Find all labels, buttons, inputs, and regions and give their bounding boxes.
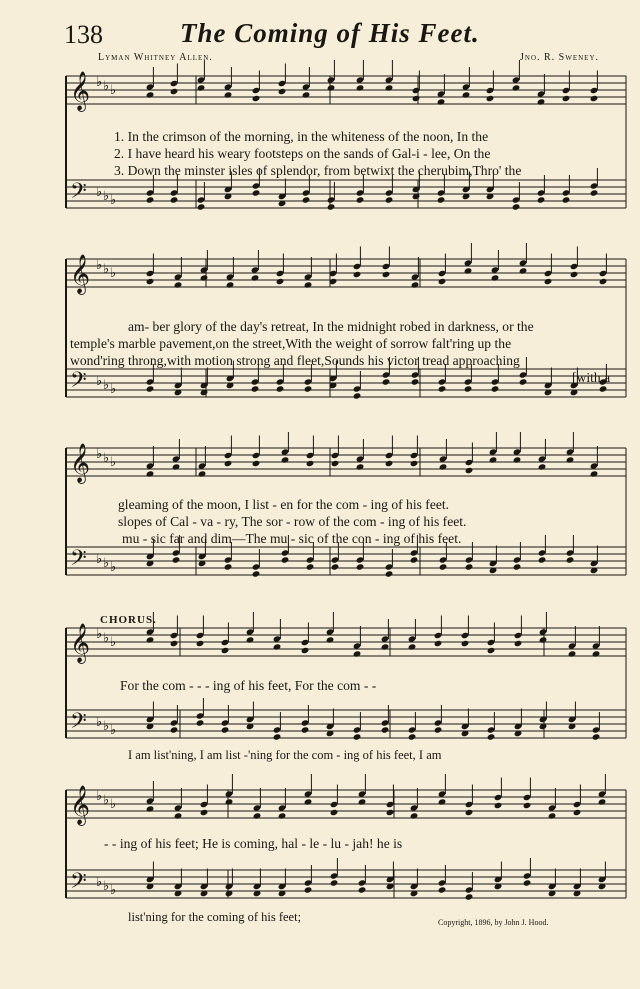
flat-icon: ♭	[110, 265, 117, 280]
notehead	[411, 378, 420, 385]
notehead	[491, 385, 500, 392]
notehead	[544, 278, 553, 285]
notehead	[172, 463, 181, 470]
notehead	[381, 643, 390, 650]
notehead	[253, 812, 262, 819]
notehead	[224, 91, 233, 98]
notehead	[281, 556, 290, 563]
notehead	[170, 726, 179, 733]
flat-icon: ♭	[110, 82, 117, 97]
notehead	[519, 378, 528, 385]
notehead	[592, 650, 601, 657]
system3-verse-3: mu - sic far and dim—The mu - sic of the con - ing of his feet.	[122, 531, 462, 546]
notehead	[491, 274, 500, 281]
notehead	[519, 267, 528, 274]
notehead	[200, 274, 209, 281]
notehead	[356, 463, 365, 470]
notehead	[197, 84, 206, 91]
notehead	[410, 812, 419, 819]
flat-icon: ♭	[103, 718, 110, 733]
notehead	[437, 196, 446, 203]
notehead	[438, 886, 447, 893]
notehead	[462, 91, 471, 98]
notehead	[437, 98, 446, 105]
notehead	[486, 95, 495, 102]
flat-icon: ♭	[96, 714, 103, 729]
notehead	[327, 84, 336, 91]
notehead	[304, 798, 313, 805]
notehead	[302, 91, 311, 98]
notehead	[465, 563, 474, 570]
system5-treble-lyric: - - ing of his feet; He is coming, hal - le - lu - jah! he is	[104, 836, 403, 851]
notehead	[523, 802, 532, 809]
notehead	[353, 271, 362, 278]
notehead	[304, 886, 313, 893]
notehead	[197, 203, 206, 210]
notehead	[306, 460, 315, 467]
flat-icon: ♭	[110, 796, 117, 811]
notehead	[410, 460, 419, 467]
notehead	[252, 570, 261, 577]
hymn-title: The Coming of His Feet.	[180, 18, 480, 48]
flat-icon: ♭	[103, 555, 110, 570]
flat-icon: ♭	[110, 454, 117, 469]
system1-verse-1: 1. In the crimson of the morning, in the whiteness of the noon, In the	[114, 129, 489, 144]
notehead	[412, 95, 421, 102]
notehead	[513, 456, 522, 463]
flat-icon: ♭	[110, 634, 117, 649]
flat-icon: ♭	[103, 450, 110, 465]
notehead	[276, 278, 285, 285]
notehead	[330, 879, 339, 886]
notehead	[386, 809, 395, 816]
notehead	[226, 281, 235, 288]
notehead	[487, 733, 496, 740]
notehead	[562, 196, 571, 203]
notehead	[434, 726, 443, 733]
notehead	[198, 470, 207, 477]
notehead	[598, 798, 607, 805]
bass-clef-icon: 𝄢	[70, 179, 87, 208]
notehead	[590, 470, 599, 477]
notehead	[385, 84, 394, 91]
flat-icon: ♭	[103, 261, 110, 276]
notehead	[301, 647, 310, 654]
notehead	[568, 650, 577, 657]
notehead	[306, 563, 315, 570]
flat-icon: ♭	[96, 74, 103, 89]
notehead	[599, 385, 608, 392]
notehead	[537, 196, 546, 203]
system2-verse-1: am- ber glory of the day's retreat, In the midnight robed in darkness, or the	[128, 319, 534, 334]
notehead	[487, 647, 496, 654]
notehead	[438, 798, 447, 805]
notehead	[434, 640, 443, 647]
notehead	[356, 84, 365, 91]
notehead	[276, 385, 285, 392]
notehead	[146, 91, 155, 98]
treble-clef-icon: 𝄞	[70, 445, 91, 482]
notehead	[225, 798, 234, 805]
page-number: 138	[64, 20, 103, 49]
notehead	[513, 563, 522, 570]
notehead	[252, 189, 261, 196]
notehead	[174, 281, 183, 288]
flat-icon: ♭	[103, 878, 110, 893]
notehead	[385, 570, 394, 577]
flat-icon: ♭	[103, 377, 110, 392]
bass-clef-icon: 𝄢	[70, 869, 87, 898]
notehead	[438, 278, 447, 285]
system5-bass-lyric: list'ning for the coming of his feet;	[128, 910, 302, 924]
chorus-bass-lyric: I am list'ning, I am list -'ning for the com - ing of his feet, I am	[128, 748, 442, 762]
notehead	[385, 196, 394, 203]
bass-clef-icon: 𝄢	[70, 709, 87, 738]
flat-icon: ♭	[110, 559, 117, 574]
notehead	[461, 640, 470, 647]
notehead	[539, 636, 548, 643]
notehead	[439, 463, 448, 470]
notehead	[590, 189, 599, 196]
notehead	[438, 385, 447, 392]
notehead	[172, 556, 181, 563]
system2-verse-2: temple's marble pavement,on the street,With the weight of sorrow falt'ring up the	[70, 336, 512, 351]
notehead	[251, 274, 260, 281]
treble-clef-icon: 𝄞	[70, 73, 91, 110]
notehead	[385, 460, 394, 467]
notehead	[200, 809, 209, 816]
flat-icon: ♭	[96, 626, 103, 641]
notehead	[410, 556, 419, 563]
system1-verse-3: 3. Down the minster isles of splendor, from betwixt the cherubim,Thro' the	[114, 163, 522, 178]
notehead	[548, 812, 557, 819]
notehead	[353, 650, 362, 657]
notehead	[353, 392, 362, 399]
notehead	[592, 733, 601, 740]
flat-icon: ♭	[103, 792, 110, 807]
notehead	[301, 726, 310, 733]
notehead	[326, 636, 335, 643]
flat-icon: ♭	[96, 373, 103, 388]
notehead	[331, 460, 340, 467]
flat-icon: ♭	[103, 630, 110, 645]
notehead	[566, 556, 575, 563]
treble-clef-icon: 𝄞	[70, 256, 91, 293]
notehead	[408, 643, 417, 650]
notehead	[170, 88, 179, 95]
notehead	[246, 636, 255, 643]
flat-icon: ♭	[96, 551, 103, 566]
notehead	[538, 556, 547, 563]
flat-icon: ♭	[96, 257, 103, 272]
notehead	[146, 196, 155, 203]
notehead	[330, 809, 339, 816]
notehead	[327, 203, 336, 210]
notehead	[170, 640, 179, 647]
notehead	[465, 893, 474, 900]
system3-verse-1: gleaming of the moon, I list - en for the com - ing of his feet.	[118, 497, 450, 512]
treble-clef-icon: 𝄞	[70, 625, 91, 662]
flat-icon: ♭	[110, 882, 117, 897]
notehead	[281, 456, 290, 463]
notehead	[304, 281, 313, 288]
notehead	[278, 88, 287, 95]
notehead	[146, 385, 155, 392]
notehead	[273, 643, 282, 650]
notehead	[196, 719, 205, 726]
notehead	[382, 271, 391, 278]
notehead	[358, 798, 367, 805]
notehead	[221, 726, 230, 733]
notehead	[464, 385, 473, 392]
notehead	[273, 733, 282, 740]
flat-icon: ♭	[103, 78, 110, 93]
flat-icon: ♭	[96, 788, 103, 803]
notehead	[304, 385, 313, 392]
notehead	[331, 563, 340, 570]
notehead	[464, 267, 473, 274]
treble-clef-icon: 𝄞	[70, 787, 91, 824]
flat-icon: ♭	[110, 381, 117, 396]
notehead	[251, 385, 260, 392]
notehead	[514, 640, 523, 647]
flat-icon: ♭	[96, 184, 103, 199]
notehead	[562, 95, 571, 102]
notehead	[465, 467, 474, 474]
notehead	[494, 802, 503, 809]
notehead	[146, 805, 155, 812]
notehead	[538, 463, 547, 470]
notehead	[512, 84, 521, 91]
notehead	[302, 196, 311, 203]
notehead	[411, 281, 420, 288]
system1-verse-2: 2. I have heard his weary footsteps on the sands of Gal-i - lee, On the	[114, 146, 491, 161]
notehead	[146, 278, 155, 285]
notehead	[146, 636, 155, 643]
system2-carry-over: [with a	[572, 370, 611, 385]
notehead	[523, 879, 532, 886]
notehead	[590, 95, 599, 102]
notehead	[537, 98, 546, 105]
chorus-label: CHORUS.	[100, 614, 157, 626]
system2-verse-3: wond'ring throng,with motion strong and fleet,Sounds his victor tread approaching	[70, 353, 520, 368]
notehead	[599, 278, 608, 285]
bass-clef-icon: 𝄢	[70, 546, 87, 575]
chorus-treble-lyric: For the com - - - ing of his feet, For the com - -	[120, 678, 377, 693]
notehead	[356, 196, 365, 203]
notehead	[174, 812, 183, 819]
flat-icon: ♭	[96, 874, 103, 889]
notehead	[381, 726, 390, 733]
notehead	[408, 733, 417, 740]
notehead	[170, 196, 179, 203]
notehead	[196, 640, 205, 647]
composer-credit: Jno. R. Sweney.	[520, 52, 600, 63]
notehead	[252, 95, 261, 102]
notehead	[566, 456, 575, 463]
notehead	[358, 886, 367, 893]
notehead	[570, 271, 579, 278]
lyricist-credit: Lyman Whitney Allen.	[98, 52, 213, 63]
copyright-notice: Copyright, 1896, by John J. Hood.	[438, 918, 549, 927]
flat-icon: ♭	[110, 192, 117, 207]
bass-clef-icon: 𝄢	[70, 368, 87, 397]
notehead	[439, 563, 448, 570]
notehead	[573, 809, 582, 816]
notehead	[221, 647, 230, 654]
notehead	[382, 378, 391, 385]
notehead	[489, 456, 498, 463]
flat-icon: ♭	[96, 446, 103, 461]
notehead	[224, 460, 233, 467]
notehead	[224, 563, 233, 570]
notehead	[278, 812, 287, 819]
notehead	[353, 733, 362, 740]
notehead	[146, 470, 155, 477]
notehead	[356, 563, 365, 570]
flat-icon: ♭	[103, 188, 110, 203]
notehead	[252, 460, 261, 467]
system3-verse-2: slopes of Cal - va - ry, The sor - row of the com - ing of his feet.	[118, 514, 467, 529]
flat-icon: ♭	[110, 722, 117, 737]
notehead	[465, 809, 474, 816]
notehead	[512, 203, 521, 210]
